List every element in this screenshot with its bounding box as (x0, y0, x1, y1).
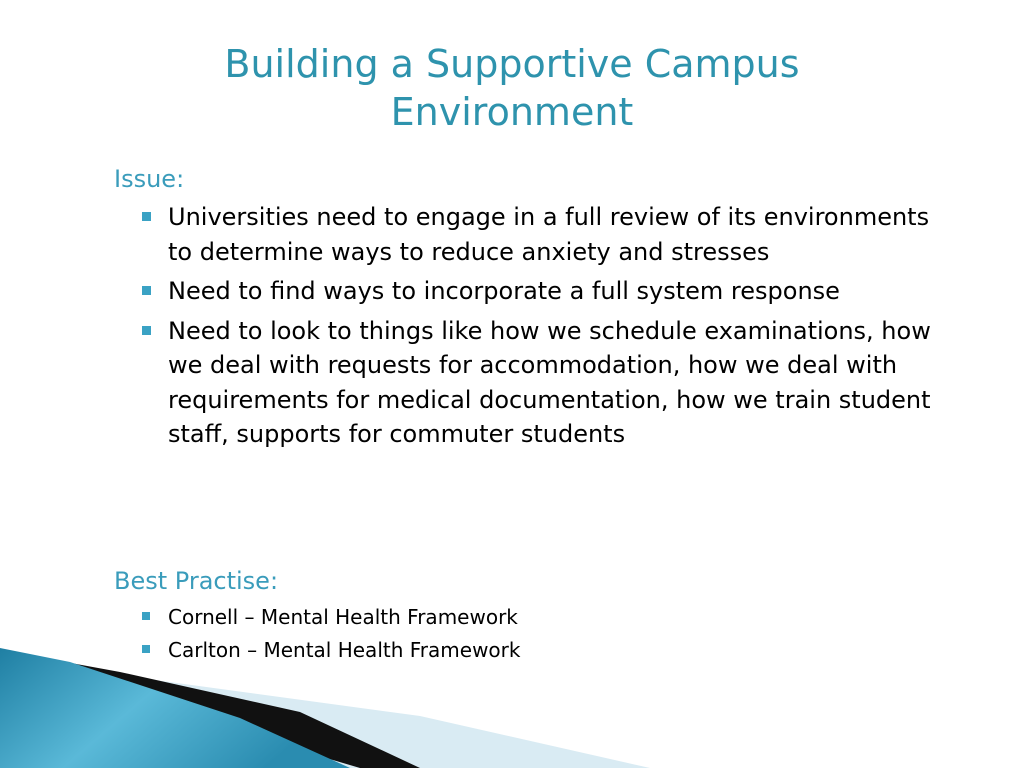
square-bullet-icon (142, 612, 150, 620)
list-item-text: Carlton – Mental Health Framework (168, 638, 521, 662)
list-item-text: Need to find ways to incorporate a full system response (168, 277, 840, 305)
square-bullet-icon (142, 645, 150, 653)
square-bullet-icon (142, 286, 151, 295)
list-item (168, 635, 768, 665)
list-item (168, 602, 768, 632)
best-practise-list (168, 602, 768, 668)
slide-title: Building a Supportive Campus Environment (224, 42, 800, 134)
issue-list (168, 200, 958, 457)
list-item-text: Need to look to things like how we schedule examinations, how we deal with requests for accommodation, how we deal with requirements for medical documentation, how we train student staff, supports for commuter students (168, 316, 931, 448)
best-practise-heading: Best Practise: (114, 567, 279, 595)
list-item (168, 274, 958, 309)
list-item (168, 314, 958, 452)
list-item-text: Cornell – Mental Health Framework (168, 605, 518, 629)
square-bullet-icon (142, 326, 151, 335)
square-bullet-icon (142, 212, 151, 221)
list-item-text: Universities need to engage in a full review of its environments to determine ways to reduce anxiety and stresses (168, 203, 930, 266)
issue-heading: Issue: (114, 165, 185, 193)
list-item (168, 200, 958, 269)
